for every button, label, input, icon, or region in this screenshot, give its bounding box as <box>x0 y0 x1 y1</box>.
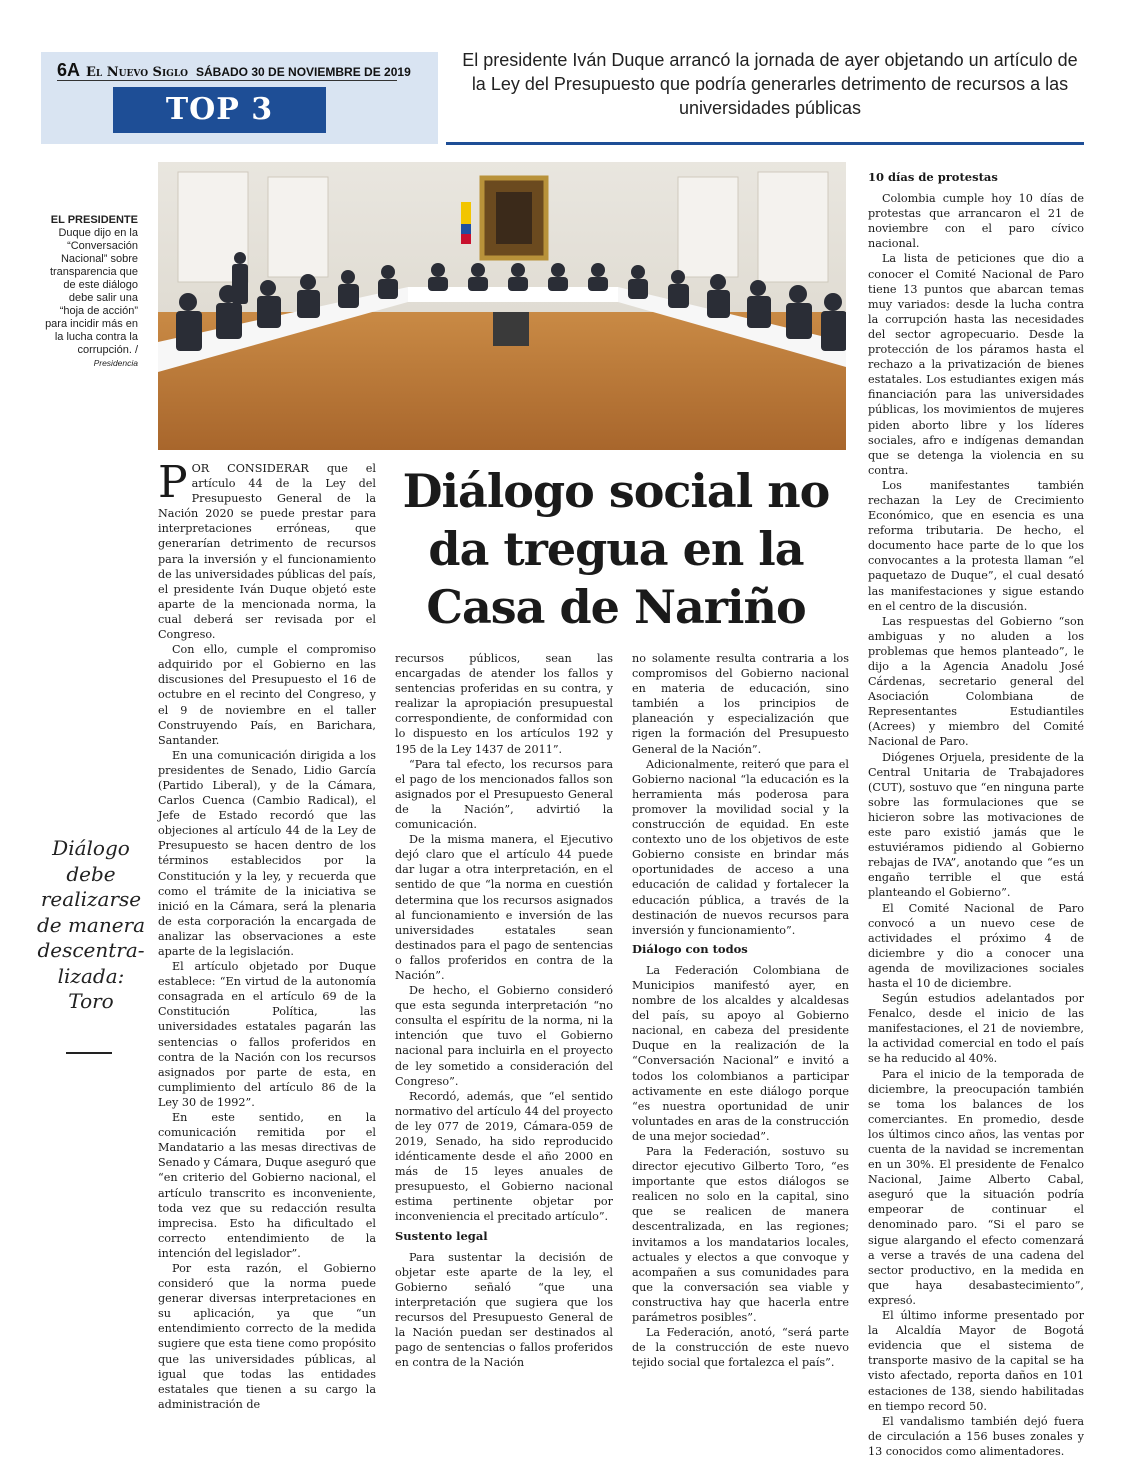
page-number: 6A <box>57 60 81 80</box>
article-column-3 <box>632 651 849 1370</box>
paragraph: Para sustentar la decisión de objetar este aparte de la ley, el Gobierno señaló “que una interpretación que sugiera que los recursos del Presupuesto General de la Nación puedan ser destinados al pago de sentencias o fallos proferidos en contra de la Nación <box>395 1250 613 1370</box>
paragraph: El vandalismo también dejó fuera de circulación a 156 buses zonales y 13 conocidos como alimentadores. <box>868 1414 1084 1458</box>
summary-rule <box>446 142 1084 145</box>
paragraph: Colombia cumple hoy 10 días de protestas que arrancaron el 21 de noviembre con el paro cívico nacional. <box>868 192 1084 251</box>
summary-deck: El presidente Iván Duque arrancó la jornada de ayer objetando un artículo de la Ley del Presupuesto que podría generarles detrimento de recursos a las universidades públicas <box>462 50 1078 118</box>
header-rule <box>57 80 397 81</box>
paragraph: En una comunicación dirigida a los presidentes de Senado, Lidio García (Partido Liberal), y de la Cámara, Carlos Cuenca (Cambio Radical), el Jefe de Estado recordó que las objeciones al artículo 44 de la Ley de Presupuesto se hacen dentro de los términos establecidos por la Constitución y la ley, y recuerda que como el trámite de la iniciativa se inició en la Cámara, será la plenaria de esta corporación la encargada de analizar las observaciones a este aparte de la legislación. <box>158 748 376 958</box>
publication-name: El Nuevo Siglo <box>86 65 189 80</box>
paragraph: La Federación Colombiana de Municipios manifestó ayer, en nombre de los alcaldes y alcaldesas del país, su apoyo al Gobierno nacional, en cabeza del presidente Duque en la realización de la “Conversación Nacional” e invitó a todos los colombianos a participar activamente en este diálogo porque “es nuestra oportunidad de unir voluntades en aras de la construcción de una mejor sociedad”. <box>632 963 849 1143</box>
caption-text: Duque dijo en la “Conversación Nacional” sobre transparencia que de este diálogo debe salir una “hoja de acción” para incidir más en la lucha contra la corrupción. / <box>45 227 138 356</box>
paragraph: Las respuestas del Gobierno “son ambiguas y no aluden a los problemas que hemos planteado”, le dijo a la Agencia Anadolu José Cárdenas, secretario general del Asociación Colombiana de Representantes Estudiantiles (Acrees) y miembro del Comité Nacional de Paro. <box>868 614 1084 749</box>
photo-caption <box>42 214 138 370</box>
paragraph: Para la Federación, sostuvo su director ejecutivo Gilberto Toro, “es importante que estos diálogos se realicen no solo en la capital, sino que se realicen de manera descentralizada, en las regiones; invitamos a los mandatarios locales, actuales y electos a que convoque y acompañen a sus comunidades para que la conversación sea viable y constructiva hay que hacerla entre parámetros posibles”. <box>632 1145 849 1325</box>
lead-words: OR CONSIDERAR <box>191 462 309 475</box>
pull-quote: Diálogo debe realizarse de manera descentra-lizada: Toro <box>36 836 146 1013</box>
paragraph: Con ello, cumple el compromiso adquirido por el Gobierno en las discusiones del Presupuesto el 16 de octubre en el recinto del Congreso, y el 9 de noviembre en el taller Construyendo País, en Barichara, Santander. <box>158 643 376 747</box>
caption-credit: Presidencia <box>93 358 138 368</box>
paragraph: que el artículo 44 de la Ley del Presupuesto General de la Nación 2020 se puede prestar para interpretaciones erróneas, que generarían detrimento de recursos para la inversión y el funcionamiento de las universidades públicas del país, el presidente Iván Duque objetó este aparte de la mencionada norma, la cual deberá ser revisada por el Congreso. <box>158 462 377 642</box>
caption-title: EL PRESIDENTE <box>50 214 138 226</box>
paragraph: Diógenes Orjuela, presidente de la Central Unitaria de Trabajadores (CUT), sostuvo que “en ninguna parte sobre las formulaciones que se hicieron sobre las motivaciones de este paro existió jamás que le estuviéramos pidiendo al Gobierno rebajas de IVA”, anotando que “es un engaño terrible el que está planteando el Gobierno”. <box>868 750 1084 900</box>
article-lead-paragraph <box>158 457 377 642</box>
subhead-protestas: 10 días de protestas <box>868 170 998 184</box>
subhead-dialogo: Diálogo con todos <box>632 941 748 956</box>
paragraph: Por esta razón, el Gobierno consideró que la norma puede generar diversas interpretaciones en su aplicación, ya que “un entendimiento correcto de la medida sugiere que esta tiene como propósito que las universidades públicas, al igual que todas las entidades estatales que tienen a su cargo la administración de <box>158 1261 376 1411</box>
paragraph: Los manifestantes también rechazan la Ley de Crecimiento Económico, que en esencia es una reforma tributaria. De hecho, el documento hace parte de lo que los convocantes a la protesta llaman “el paquetazo de Duque”, el cual desató las manifestaciones y sigue estando en el centro de la discusión. <box>868 478 1084 613</box>
paragraph: Según estudios adelantados por Fenalco, desde el inicio de las manifestaciones, el 21 de noviembre, la actividad comercial en todo el país se ha reducido al 40%. <box>868 992 1084 1066</box>
article-column-2 <box>395 651 613 1370</box>
paragraph: La Federación, anotó, “será parte de la construcción de este nuevo tejido social que fortalezca el país”. <box>632 1326 849 1370</box>
subhead-sustento: Sustento legal <box>395 1228 488 1243</box>
section-badge: TOP 3 <box>113 87 326 133</box>
paragraph: no solamente resulta contraria a los compromisos del Gobierno nacional en materia de educación, sino también a los principios de planeación y especialización que rigen la formación del Presupuesto General de la Nación”. <box>632 652 849 756</box>
headline: Diálogo social no da tregua en la Casa de Nariño <box>402 464 830 634</box>
paragraph: De la misma manera, el Ejecutivo dejó claro que el artículo 44 puede dar lugar a otra interpretación, en el sentido de que “la norma en cuestión determina que los recursos asignados al funcionamiento e inversión de las universidades estatales sean destinados para el pago de sentencias o fallos proferidos en contra de la Nación”. <box>395 833 613 982</box>
drop-cap: P <box>158 457 188 508</box>
paragraph: Para el inicio de la temporada de diciembre, la preocupación también se toma los balances de los comerciantes. En promedio, desde los últimos cinco años, las ventas por cuenta de la navidad se incrementan en un 30%. El presidente de Fenalco Nacional, Jaime Alberto Cabal, aseguró que la situación podría empeorar de continuar el denominado paro. “Si el paro se sigue alargando el efecto comenzará a verse a través de una cadena del sector productivo, en la medida en que haya desabastecimiento”, expresó. <box>868 1067 1084 1307</box>
meeting-photo <box>158 162 846 450</box>
paragraph: La lista de peticiones que dio a conocer el Comité Nacional de Paro tiene 13 puntos que abarcan temas muy variados: desde la lucha contra la corrupción hasta las necesidades del sector agropecuario. Desde la protección de los páramos hasta el rechazo a la privatización de bienes estatales. Los estudiantes exigen más financiación para las universidades públicas, los movimientos de mujeres piden aborto libre y los líderes sociales, afro e indígenas demandan que se detenga la violencia en su contra. <box>868 252 1084 477</box>
issue-date: SÁBADO 30 DE NOVIEMBRE DE 2019 <box>196 65 411 79</box>
paragraph: Adicionalmente, reiteró que para el Gobierno nacional “la educación es la herramienta más poderosa para promover la movilidad social y la construcción de equidad. En este contexto uno de los objetivos de este Gobierno consiste en brindar más oportunidades de acceso a una educación de calidad y fortalecer la educación pública, a través de la destinación de nuevos recursos para inversión y funcionamiento”. <box>632 757 849 937</box>
paragraph: De hecho, el Gobierno consideró que esta segunda interpretación “no consulta el espíritu de la norma, ni la intención que tuvo el Gobierno nacional para incluirla en el proyecto de ley sometido a consideración del Congreso”. <box>395 984 613 1088</box>
paragraph: “Para tal efecto, los recursos para el pago de los mencionados fallos son asignados por el Presupuesto General de la Nación”, advirtió la comunicación. <box>395 757 613 832</box>
paragraph: recursos públicos, sean las encargadas de atender los fallos y sentencias proferidas en su contra, y realizar la apropiación presupuestal correspondiente, de conformidad con lo dispuesto en los artículos 192 y 195 de la Ley 1437 de 2011”. <box>395 652 613 756</box>
pull-quote-rule <box>66 1052 112 1054</box>
paragraph: El artículo objetado por Duque establece: “En virtud de la autonomía consagrada en el artículo 69 de la Constitución Política, las universidades estatales pagarán las sentencias o fallos proferidos en contra de la Nación con los recursos asignados por parte de esta, en cumplimiento del artículo 86 de la Ley 30 de 1992”. <box>158 960 376 1109</box>
article-column-1 <box>158 457 377 1412</box>
paragraph: Recordó, además, que “el sentido normativo del artículo 44 del proyecto de ley 077 de 2019, Cámara-059 de 2019, Senado, ha sido reproducido idénticamente desde el año 2000 en más de 15 leyes anuales de presupuesto, el Gobierno nacional estima pertinente objetar por inconveniencia el precitado artículo”. <box>395 1089 613 1224</box>
page-folio <box>57 60 411 81</box>
paragraph: El Comité Nacional de Paro convocó a un nuevo cese de actividades el próximo 4 de diciembre y dio a conocer una agenda de movilizaciones sociales hasta el 10 de diciembre. <box>868 901 1084 990</box>
article-column-4 <box>868 166 1084 1459</box>
paragraph: El último informe presentado por la Alcaldía Mayor de Bogotá evidencia que el sistema de transporte masivo de la capital se ha visto afectado, reporta daños en 101 estaciones de 138, siendo habilitadas en tiempo record 50. <box>868 1309 1084 1413</box>
paragraph: En este sentido, en la comunicación remitida por el Mandatario a las mesas directivas de Senado y Cámara, Duque aseguró que “en criterio del Gobierno nacional, el artículo transcrito es inconveniente, toda vez que su redacción resulta imprecisa. Esto ha dificultado el correcto entendimiento de la intención del legislador”. <box>158 1111 376 1260</box>
